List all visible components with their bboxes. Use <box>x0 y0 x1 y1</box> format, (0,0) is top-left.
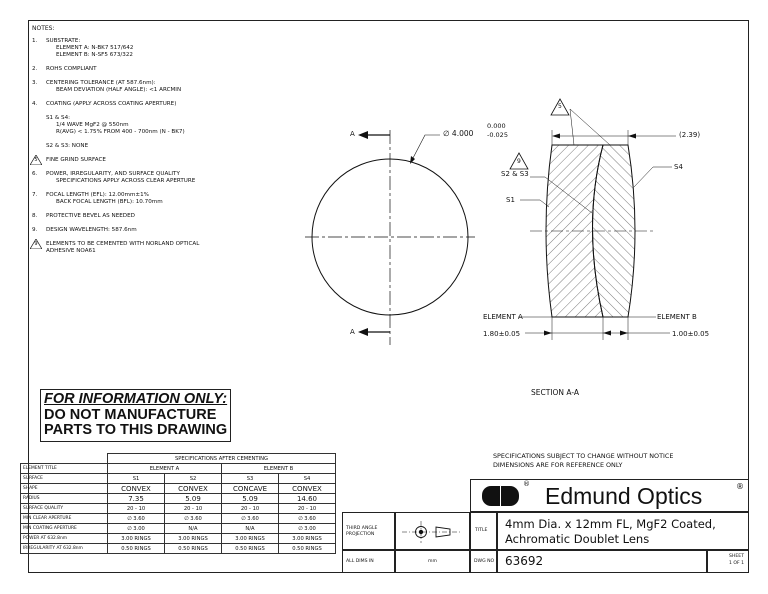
spec-cell: 3.00 RINGS <box>108 534 165 544</box>
spec-cell: ∅ 3.60 <box>165 514 222 524</box>
note-number: 3. <box>32 80 38 86</box>
section-arrowhead-top <box>358 131 368 139</box>
note-number: 2. <box>32 66 38 72</box>
spec-row <box>21 484 336 494</box>
spec-cell: ∅ 3.00 <box>279 524 336 534</box>
logo-mark-left <box>482 486 500 506</box>
warning-line-1: FOR INFORMATION ONLY: <box>44 391 228 407</box>
spec-cell: 0.50 RINGS <box>279 544 336 554</box>
note-item <box>32 227 332 234</box>
element-b-header: ELEMENT B <box>222 464 336 474</box>
projection-symbol-cell <box>395 512 470 550</box>
diameter-leader <box>412 135 440 160</box>
projection-label-cell <box>342 512 395 550</box>
element-a-label: ELEMENT A <box>483 313 523 321</box>
brand-name: Edmund Optics <box>545 483 703 509</box>
title-line-2: Achromatic Doublet Lens <box>505 532 650 546</box>
flag-9-label: 9 <box>517 158 521 165</box>
spec-cell: 20 - 10 <box>279 504 336 514</box>
sheet-value: 1 OF 1 <box>728 561 744 566</box>
note-item <box>32 143 332 150</box>
spec-row-label: MIN COATING APERTURE <box>21 524 108 534</box>
dims-unit-cell <box>395 550 470 573</box>
note-line: BEAM DEVIATION (HALF ANGLE): <1 ARCMIN <box>56 87 182 93</box>
note-number: 1. <box>32 38 38 44</box>
title-cell <box>497 512 749 550</box>
spec-cell: CONVEX <box>108 484 165 494</box>
note-item <box>32 115 332 136</box>
spec-row <box>21 504 336 514</box>
thickness-a-value: 1.80±0.05 <box>483 330 521 338</box>
spec-cell: 3.00 RINGS <box>222 534 279 544</box>
note-line: SUBSTRATE: <box>46 38 81 44</box>
note-item <box>32 192 332 206</box>
spec-rows <box>21 474 336 554</box>
note-item <box>32 66 332 73</box>
notes-block <box>32 25 332 262</box>
dwg-number-cell <box>497 550 707 573</box>
s4-label: S4 <box>674 163 683 171</box>
note-flag-triangle <box>30 239 42 249</box>
note-line: FOCAL LENGTH (EFL): 12.00mm±1% <box>46 192 149 198</box>
spec-cell: 0.50 RINGS <box>222 544 279 554</box>
section-title: SECTION A-A <box>531 388 580 397</box>
note-number: 4. <box>32 101 38 107</box>
thickness-b-value: 1.00±0.05 <box>672 330 710 338</box>
dim-arrow-left <box>552 134 560 139</box>
note-item <box>32 101 332 108</box>
title-label-cell <box>470 512 497 550</box>
spec-cell: ∅ 3.60 <box>279 514 336 524</box>
spec-row-label: POWER AT 632.8nm <box>21 534 108 544</box>
spec-cell: N/A <box>165 524 222 534</box>
note-line: S2 & S3: NONE <box>46 143 89 149</box>
s4-leader <box>634 167 672 187</box>
specifications-table <box>20 453 336 554</box>
notes-header: NOTES: <box>32 25 55 32</box>
spec-cell: 20 - 10 <box>222 504 279 514</box>
note-number: 7. <box>32 192 38 198</box>
note-line: PROTECTIVE BEVEL AS NEEDED <box>46 213 135 219</box>
spec-cell: 14.60 <box>279 494 336 504</box>
spec-cell: 20 - 10 <box>165 504 222 514</box>
note-line: COATING (APPLY ACROSS COATING APERTURE) <box>46 101 177 107</box>
logo-mark-right <box>501 486 519 506</box>
spec-cell: 20 - 10 <box>108 504 165 514</box>
spec-cell: CONVEX <box>165 484 222 494</box>
note-number: 9. <box>32 227 38 233</box>
spec-cell: ∅ 3.60 <box>222 514 279 524</box>
note-flag-triangle <box>30 155 42 165</box>
dwg-number: 63692 <box>505 554 544 568</box>
s1-leader <box>520 200 549 207</box>
warning-line-3: PARTS TO THIS DRAWING <box>44 422 228 438</box>
spec-cell: CONCAVE <box>222 484 279 494</box>
spec-row <box>21 474 336 484</box>
spec-row-label: SURFACE QUALITY <box>21 504 108 514</box>
notes-list <box>32 38 332 255</box>
note-item <box>32 171 332 185</box>
spec-row-label: IRREGULARITY AT 632.8nm <box>21 544 108 554</box>
spec-cell: S2 <box>165 474 222 484</box>
diameter-tolerance-plus: 0.000 <box>487 122 506 130</box>
note-line: SPECIFICATIONS APPLY ACROSS CLEAR APERTURE <box>56 178 196 184</box>
note-line: R(AVG) < 1.75% FROM 400 - 700nm (N - BK7) <box>56 129 185 135</box>
s2-s3-label: S2 & S3 <box>501 170 529 178</box>
spec-cell: 7.35 <box>108 494 165 504</box>
spec-row <box>21 494 336 504</box>
section-arrowhead-bottom <box>358 328 368 336</box>
thick-a-arrow <box>544 331 552 336</box>
spec-cell: 0.50 RINGS <box>108 544 165 554</box>
thickness-value: (2.39) <box>679 131 701 139</box>
flag-5-leader-b <box>570 109 610 145</box>
note-line: ELEMENTS TO BE CEMENTED WITH NORLAND OPTICAL <box>46 241 200 247</box>
note-flag-number: 5 <box>34 157 38 163</box>
spec-cell: 5.09 <box>165 494 222 504</box>
s1-label: S1 <box>506 196 515 204</box>
note-line: S1 & S4: <box>46 115 71 121</box>
note-line: POWER, IRREGULARITY, AND SURFACE QUALITY <box>46 171 180 177</box>
spec-corner <box>21 454 108 464</box>
spec-row <box>21 544 336 554</box>
dims-unit: mm <box>428 559 437 564</box>
spec-cell: 5.09 <box>222 494 279 504</box>
row-label: ELEMENT TITLE <box>21 464 108 474</box>
spec-row-label: SHAPE <box>21 484 108 494</box>
note-item <box>32 38 332 59</box>
third-angle-projection-icon <box>402 521 464 543</box>
spec-cell: ∅ 3.00 <box>108 524 165 534</box>
title-line-1: 4mm Dia. x 12mm FL, MgF2 Coated, <box>505 517 716 531</box>
note-line: ROHS COMPLIANT <box>46 66 97 72</box>
dims-label-cell <box>342 550 395 573</box>
diameter-value: ∅ 4.000 <box>443 129 474 138</box>
spec-cell: ∅ 3.60 <box>108 514 165 524</box>
information-only-warning <box>40 389 231 442</box>
note-line: DESIGN WAVELENGTH: 587.6nm <box>46 227 137 233</box>
diameter-tolerance-minus: -0.025 <box>487 131 508 139</box>
spec-change-note: SPECIFICATIONS SUBJECT TO CHANGE WITHOUT NOTICE <box>493 452 674 460</box>
note-item <box>32 213 332 220</box>
spec-group-title: SPECIFICATIONS AFTER CEMENTING <box>108 454 336 464</box>
sheet-label: SHEET <box>729 554 744 559</box>
note-item <box>32 80 332 94</box>
sheet-cell <box>707 550 749 573</box>
note-line: BACK FOCAL LENGTH (BFL): 10.70mm <box>56 199 163 205</box>
section-marker-top: A <box>350 130 355 138</box>
spec-cell: S3 <box>222 474 279 484</box>
flag-5-label: 5 <box>558 103 562 110</box>
note-line: 1/4 WAVE MgF2 @ 550nm <box>56 122 129 128</box>
thickness-number: 2.39 <box>681 131 698 139</box>
spec-row <box>21 514 336 524</box>
brand-cell <box>470 479 749 512</box>
spec-row-label: RADIUS <box>21 494 108 504</box>
projection-label: THIRD ANGLE PROJECTION <box>346 526 378 537</box>
dims-label: ALL DIMS IN <box>346 559 374 564</box>
spec-cell: S1 <box>108 474 165 484</box>
note-number: 8. <box>32 213 38 219</box>
element-a-header: ELEMENT A <box>108 464 222 474</box>
spec-row-label: MIN CLEAR APERTURE <box>21 514 108 524</box>
spec-cell: CONVEX <box>279 484 336 494</box>
note-line: FINE GRIND SURFACE <box>46 157 106 163</box>
reference-note: DIMENSIONS ARE FOR REFERENCE ONLY <box>493 461 623 469</box>
logo-registered: ® <box>523 480 530 488</box>
note-number: 6. <box>32 171 38 177</box>
spec-row-label: SURFACE <box>21 474 108 484</box>
note-line: ELEMENT A: N-BK7 517/642 <box>56 45 134 51</box>
brand-registered: ® <box>736 482 744 491</box>
element-b-label: ELEMENT B <box>657 313 697 321</box>
spec-cell: 3.00 RINGS <box>165 534 222 544</box>
note-flag-number: 9 <box>34 241 38 247</box>
spec-row <box>21 534 336 544</box>
flag-5-leader-a <box>570 109 574 145</box>
spec-cell: 3.00 RINGS <box>279 534 336 544</box>
section-marker-bottom: A <box>350 328 355 336</box>
note-item <box>32 241 332 255</box>
title-label: TITLE <box>475 528 488 533</box>
spec-cell: N/A <box>222 524 279 534</box>
spec-cell: 0.50 RINGS <box>165 544 222 554</box>
spec-row <box>21 524 336 534</box>
note-line: CENTERING TOLERANCE (AT 587.6nm): <box>46 80 156 86</box>
spec-cell: S4 <box>279 474 336 484</box>
note-line: ELEMENT B: N-SF5 673/322 <box>56 52 133 58</box>
dim-arrow-right <box>628 134 636 139</box>
warning-line-2: DO NOT MANUFACTURE <box>44 406 217 423</box>
note-line: ADHESIVE NOA61 <box>46 248 96 254</box>
note-item <box>32 157 332 164</box>
dwg-label: DWG NO <box>474 559 495 564</box>
dwg-label-cell <box>470 550 497 573</box>
